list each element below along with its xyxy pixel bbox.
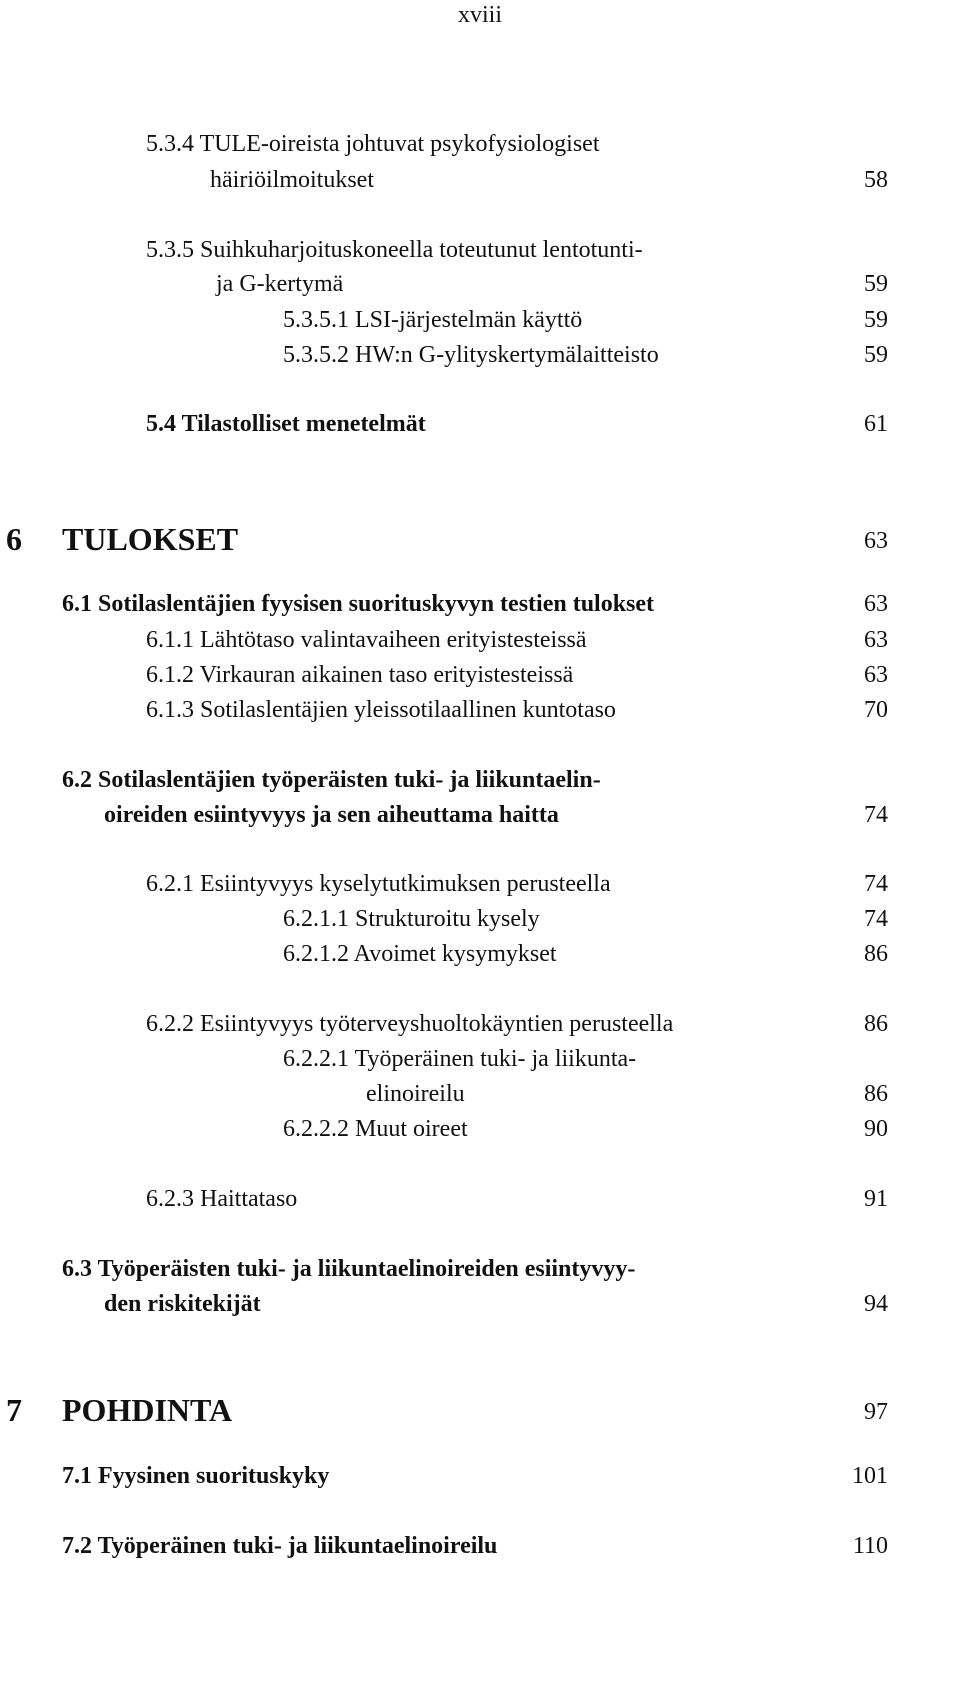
toc-entry-title: 6.1.3 Sotilaslentäjien yleissotilaallinen kuntotaso [146, 697, 616, 723]
toc-entry-title: TULOKSET [62, 521, 239, 557]
toc-entry-page-number: 63 [864, 627, 888, 653]
toc-entry-title: 6.1.2 Virkauran aikainen taso erityistesteissä [146, 662, 574, 688]
toc-entry-title: 5.3.5.1 LSI-järjestelmän käyttö [283, 307, 583, 333]
page-number: xviii [457, 2, 502, 28]
toc-entry-page-number: 63 [864, 662, 888, 688]
toc-entry-page-number: 97 [864, 1399, 888, 1425]
toc-entry-title: 6.2.1.2 Avoimet kysymykset [283, 941, 557, 967]
toc-entry-title: 5.3.5.2 HW:n G-ylityskertymälaitteisto [283, 342, 659, 368]
toc-entry-title: 5.3.4 TULE-oireista johtuvat psykofysiologiset [146, 131, 600, 157]
toc-entry-title: oireiden esiintyvyys ja sen aiheuttama haitta [104, 802, 559, 828]
toc-entry-page-number: 86 [864, 941, 888, 967]
toc-entry-page-number: 63 [864, 528, 888, 554]
toc-entry-page-number: 110 [852, 1533, 888, 1559]
toc-entry-page-number: 74 [864, 802, 888, 828]
toc-entry-page-number: 61 [864, 411, 888, 437]
toc-entry-title: 6.1 Sotilaslentäjien fyysisen suorituskyvyn testien tulokset [62, 591, 655, 617]
toc-entry-title: 5.4 Tilastolliset menetelmät [146, 411, 426, 437]
toc-entry-title: 6.2.3 Haittataso [146, 1186, 298, 1212]
toc-entry-title: 6.3 Työperäisten tuki- ja liikuntaelinoireiden esiintyvyy- [62, 1256, 636, 1282]
toc-entry-page-number: 59 [864, 342, 888, 368]
toc-entry-title: POHDINTA [62, 1392, 233, 1428]
toc-entry-title: 5.3.5 Suihkuharjoituskoneella toteutunut lentotunti- [146, 237, 643, 263]
toc-entry-title: den riskitekijät [104, 1291, 261, 1317]
toc-entry-title: 6.2 Sotilaslentäjien työperäisten tuki- ja liikuntaelin- [62, 767, 601, 793]
chapter-number: 7 [6, 1392, 22, 1428]
toc-entry-title: 6.2.2.2 Muut oireet [283, 1116, 468, 1142]
toc-entry-title: 6.2.2 Esiintyvyys työterveyshuoltokäyntien perusteella [146, 1011, 674, 1037]
toc-entry-title: 6.1.1 Lähtötaso valintavaiheen erityistesteissä [146, 627, 587, 653]
toc-entry-title: 7.2 Työperäinen tuki- ja liikuntaelinoireilu [62, 1533, 498, 1559]
toc-entry-page-number: 59 [864, 307, 888, 333]
toc-entry-page-number: 94 [864, 1291, 888, 1317]
toc-entry-page-number: 63 [864, 591, 888, 617]
toc-entry-page-number: 91 [864, 1186, 888, 1212]
toc-entry-page-number: 59 [864, 271, 888, 297]
toc-entry-title: elinoireilu [366, 1081, 465, 1107]
toc-entry-title: ja G-kertymä [216, 271, 344, 297]
toc-entry-title: 6.2.1 Esiintyvyys kyselytutkimuksen perusteella [146, 871, 611, 897]
chapter-number: 6 [6, 521, 22, 557]
toc-entry-title: häiriöilmoitukset [210, 167, 374, 193]
toc-entry-page-number: 58 [864, 167, 888, 193]
toc-entry-title: 6.2.2.1 Työperäinen tuki- ja liikunta- [283, 1046, 637, 1072]
toc-entry-page-number: 90 [864, 1116, 888, 1142]
toc-entry-page-number: 74 [864, 871, 888, 897]
toc-entry-page-number: 86 [864, 1081, 888, 1107]
toc-entry-title: 7.1 Fyysinen suorituskyky [62, 1463, 330, 1489]
toc-entry-page-number: 101 [852, 1463, 888, 1489]
toc-entry-title: 6.2.1.1 Strukturoitu kysely [283, 906, 540, 932]
toc-entry-page-number: 70 [864, 697, 888, 723]
toc-entry-page-number: 74 [864, 906, 888, 932]
toc-entry-page-number: 86 [864, 1011, 888, 1037]
